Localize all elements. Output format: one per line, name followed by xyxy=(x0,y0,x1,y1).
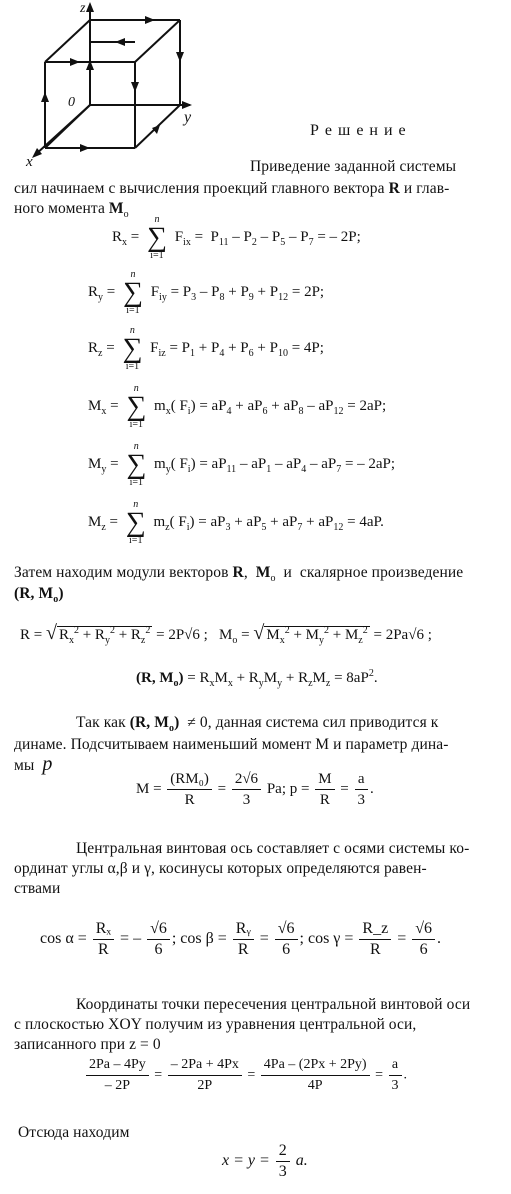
formula-final: x = y = $\frac{2}{3}$ a. xyxy=(222,1142,308,1180)
moduli-line-2: (R, $M_o$) xyxy=(14,585,64,606)
cube-figure xyxy=(20,0,195,170)
formula-cosines: cos α = $\frac{\text{Rₓ}}{R}$ = – $\frac{√6}{6}$ ; cos β = $\frac{\text{Rᵧ}}{R}$ = $\frac{√6}{6}$ ; cos γ = $\frac{R\_z}{R}$ = $\frac{√6}{6}$ . xyxy=(40,920,441,958)
origin-label: 0 xyxy=(68,95,75,110)
axis-line-2: ординат углы α,β и γ, косинусы которых определяются равен- xyxy=(14,860,427,877)
intro-line-3: ного момента $M_o$ xyxy=(14,200,129,221)
sum-mz: $M_z$ = n ∑ i=1 $m_z$( $F_i) = aP_3 + aP_5 + aP_7 + aP_{12} = 4aP$. xyxy=(88,499,384,546)
sum-my: $M_y$ = n ∑ i=1 $m_y$( $F_i) = aP_{11} - aP_1 - aP_4 - aP_7$ = – 2aP; xyxy=(88,441,396,488)
axis-z-label: z xyxy=(80,1,86,16)
axis-line-1: Центральная винтовая ось составляет с осями системы ко- xyxy=(76,840,470,857)
dyna-line-2: динаме. Подсчитываем наименьший момент M и параметр дина- xyxy=(14,736,449,753)
sum-mx: $M_x$ = n ∑ i=1 $m_x$( $F_i) = aP_4 + aP_6 + aP_8 - aP_{12} = 2aP$; xyxy=(88,383,387,430)
axis-x-label: x xyxy=(26,154,33,170)
formula-dot: (R, $M_o) = R_xM_x + R_yM_y + R_zM_z = 8aP^2$. xyxy=(136,668,378,689)
formula-min-moment: M = $\frac{\text{(RM₀)}}{R}$ = $\frac{2√6}{3}$ Pa; p = $\frac{M}{R}$ = $\frac{a}{3}$ . xyxy=(136,771,374,808)
intro-line-2: сил начинаем с вычисления проекций главного вектора R и глав- xyxy=(14,180,450,197)
axis-y-label: y xyxy=(184,109,192,126)
dyna-line-1: Так как (R, $M_o) \ne 0$, данная система сил приводится к xyxy=(76,714,439,735)
sum-rx: $R_x$ = n ∑ i=1 $F_{ix} = P_{11} - P_2 - P_5 - P_7$ = – 2P; xyxy=(112,214,361,261)
axis-line-3: ствами xyxy=(14,880,61,897)
coords-line-3: записанного при z = 0 xyxy=(14,1036,161,1053)
sum-rz: $R_z$ = n ∑ i=1 $F_{iz} = P_1 + P_4 + P_6 + P_{10} = 4P$; xyxy=(88,325,324,372)
dyna-line-3: мы p xyxy=(14,753,53,775)
coords-line-2: с плоскостью XOY получим из уравнения центральной оси, xyxy=(14,1016,417,1033)
hence-text: Отсюда находим xyxy=(18,1124,130,1141)
formula-modulus: R = √ $R_x^2 + R_y^2 + R_z^2 = 2P√6$ ; $M_o$ = √ $M_x^2 + M_y^2 + M_z^2 = 2Pa√6$ ; xyxy=(20,622,432,646)
formula-central-axis: $\frac{2Pa - 4Py}{- 2P}$ = $\frac{- 2Pa + 4Px}{2P}$ = $\frac{4Pa - (2Px + 2Py)}{4P}$ = $\frac{a}{3}$ . xyxy=(84,1056,407,1095)
solution-heading: Р е ш е н и е xyxy=(310,122,407,139)
moduli-line-1: Затем находим модули векторов R, $M_o$ и скалярное произведение xyxy=(14,564,464,585)
coords-line-1: Координаты точки пересечения центральной винтовой оси xyxy=(76,996,471,1013)
intro-line-1: Приведение заданной системы xyxy=(250,158,457,175)
sum-ry: $R_y$ = n ∑ i=1 $F_{iy} = P_3 - P_8 + P_9 + P_{12} = 2P$; xyxy=(88,269,325,316)
